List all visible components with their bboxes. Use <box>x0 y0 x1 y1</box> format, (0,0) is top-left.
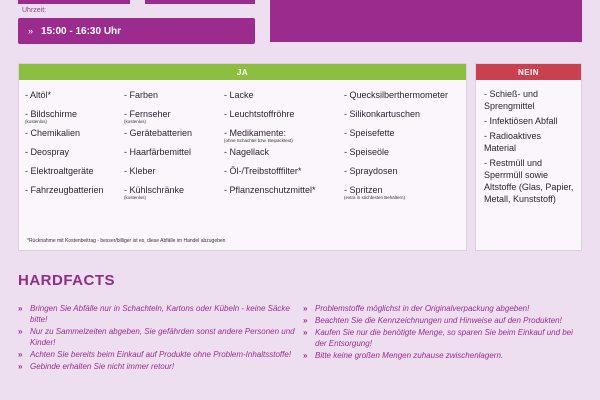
double-chevron-icon: » <box>18 362 23 371</box>
list-item: - Schieß- und Sprengmittel <box>484 89 539 111</box>
list-item: - Leuchtstoffröhre <box>224 109 295 119</box>
ja-columns <box>19 80 466 250</box>
double-chevron-icon: » <box>303 328 308 337</box>
ja-panel <box>18 63 467 251</box>
nein-list <box>476 80 581 205</box>
time-box <box>18 18 255 44</box>
ja-header: JA <box>19 64 466 80</box>
list-item: - Restmüll und Sperrmüll sowie Altstoffe (Glas, Papier, Metall, Kunststoff) <box>484 158 574 204</box>
hardfacts-item: » Kaufen Sie nur die benötigte Menge, so sparen Sie beim Einkauf und bei der Entsorgung! <box>303 328 573 348</box>
list-item: - Lacke <box>224 90 254 100</box>
hardfacts-item: » Gebinde erhalten Sie nicht immer retour! <box>18 362 175 371</box>
double-chevron-icon: » <box>28 26 34 36</box>
list-item: - Spraydosen <box>344 166 398 176</box>
list-item: - Gerätebatterien <box>124 128 193 138</box>
hardfacts-item: » Nur zu Sammelzeiten abgeben, Sie gefährden sonst andere Personen und Kinder! <box>18 327 295 347</box>
double-chevron-icon: » <box>303 351 308 360</box>
header-block-middle <box>145 0 255 4</box>
list-item: - Bildschirme (kostenlos) <box>25 109 78 124</box>
list-item: - Quecksilberthermometer <box>344 90 449 100</box>
double-chevron-icon: » <box>18 350 23 359</box>
list-item: - Infektiösen Abfall <box>484 116 558 126</box>
list-item: - Öl-/Treibstofffilter* <box>224 166 302 176</box>
double-chevron-icon: » <box>303 304 308 313</box>
nein-header: NEIN <box>476 64 581 80</box>
list-item: - Farben <box>124 90 159 100</box>
hardfacts-left-column <box>18 303 298 373</box>
ja-footnote: *Rücknahme mit Kostenbeitrag - besser/billiger ist es, diese Abfälle im Handel abzugeben <box>27 238 226 244</box>
list-item: - Nagellack <box>224 147 270 157</box>
list-item: - Medikamente: (ohne Schachtel bzw. Beipacktext) <box>224 128 293 143</box>
hardfacts-right-column <box>303 303 583 362</box>
list-item: - Kleber <box>124 166 156 176</box>
list-item: - Radioaktives Material <box>484 131 542 153</box>
list-item: - Pflanzenschutzmittel* <box>224 185 316 195</box>
list-item: - Speisefette <box>344 128 395 138</box>
time-value: 15:00 - 16:30 Uhr <box>41 25 122 37</box>
hardfacts-item: » Bringen Sie Abfälle nur in Schachteln, Kartons oder Kübeln - keine Säcke bitte! <box>18 304 290 324</box>
header-block-left <box>18 0 130 4</box>
list-item: - Deospray <box>25 147 70 157</box>
list-item: - Haarfärbemittel <box>124 147 192 157</box>
double-chevron-icon: » <box>303 316 308 325</box>
ja-column-1 <box>25 90 104 204</box>
list-item: - Spritzen (extra in stichfesten Behältern) <box>344 185 406 200</box>
time-label: Uhrzeit: <box>22 7 47 14</box>
hardfacts-item: » Bitte keine großen Mengen zuhause zwischenlagern. <box>303 351 504 360</box>
list-item: - Speiseöle <box>344 147 390 157</box>
list-item: - Chemikalien <box>25 128 81 138</box>
nein-panel <box>475 63 582 251</box>
list-item: - Silikonkartuschen <box>344 109 421 119</box>
ja-column-4 <box>344 90 448 204</box>
hardfacts-item: » Achten Sie bereits beim Einkauf auf Produkte ohne Problem-Inhaltsstoffe! <box>18 350 292 359</box>
list-item: - Elektroaltgeräte <box>25 166 94 176</box>
hardfacts-item: » Beachten Sie die Kennzeichnungen und Hinweise auf den Produkten! <box>303 316 562 325</box>
list-item: - Kühlschränke (kostenlos) <box>124 185 185 200</box>
ja-column-3 <box>224 90 316 204</box>
ja-column-2 <box>124 90 192 204</box>
list-item: - Altöl* <box>25 90 52 100</box>
hardfacts-title: HARDFACTS <box>18 272 115 289</box>
header-block-right <box>270 0 582 42</box>
list-item: - Fahrzeugbatterien <box>25 185 104 195</box>
double-chevron-icon: » <box>18 304 23 313</box>
hardfacts-item: » Problemstoffe möglichst in der Originalverpackung abgeben! <box>303 304 530 313</box>
double-chevron-icon: » <box>18 327 23 336</box>
list-item: - Fernseher (kostenlos) <box>124 109 171 124</box>
